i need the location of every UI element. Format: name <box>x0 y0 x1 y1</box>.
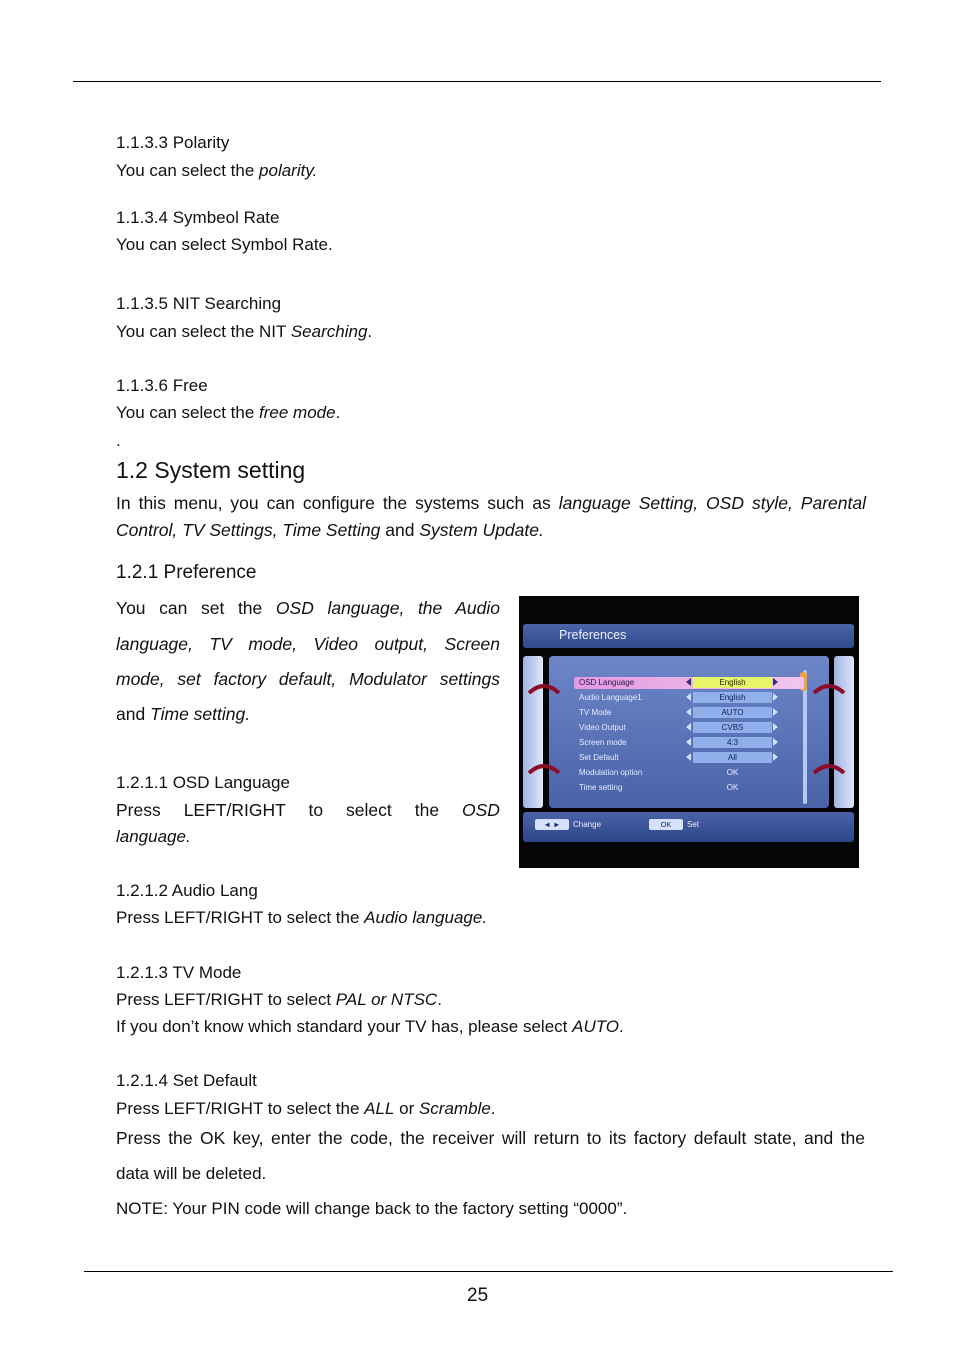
header-rule <box>73 81 881 82</box>
heading-1133: 1.1.3.3 Polarity <box>116 133 230 152</box>
osd-row-label: Time setting <box>579 783 623 792</box>
osd-ok-key: OK <box>649 819 683 830</box>
text-121-line2: language, TV mode, Video output, Screen <box>116 634 500 654</box>
arrow-right-icon <box>773 753 778 761</box>
osd-row-value: CVBS <box>693 722 772 733</box>
heading-1214: 1.2.1.4 Set Default <box>116 1071 257 1090</box>
text-1211-line1: Press LEFT/RIGHT to select the OSD <box>116 800 500 820</box>
text-121-line4: and Time setting. <box>116 704 251 724</box>
footer-rule <box>84 1271 893 1272</box>
osd-row-time-setting <box>574 782 804 794</box>
osd-row-value: OK <box>726 768 739 777</box>
text-121-line3: mode, set factory default, Modulator settings <box>116 669 500 689</box>
osd-row-audio-language <box>574 692 804 704</box>
arrow-right-icon <box>773 708 778 716</box>
text-12-line2: Control, TV Settings, Time Setting and System Update. <box>116 520 544 540</box>
osd-row-value: English <box>693 692 772 703</box>
osd-row-label: Modulation option <box>579 768 643 777</box>
osd-row-osd-language <box>574 677 804 689</box>
text-1214-line3: data will be deleted. <box>116 1164 267 1183</box>
osd-row-label: Screen mode <box>579 738 627 747</box>
text-1213-line1: Press LEFT/RIGHT to select PAL or NTSC. <box>116 990 442 1009</box>
osd-title: Preferences <box>559 628 627 642</box>
osd-row-value: 4:3 <box>693 737 772 748</box>
arrow-left-icon <box>686 753 691 761</box>
hook-decoration-icon <box>812 762 846 774</box>
text-1214-line1: Press LEFT/RIGHT to select the ALL or Scramble. <box>116 1099 496 1118</box>
osd-row-label: Audio Language1 <box>579 693 642 702</box>
arrow-right-icon <box>773 738 778 746</box>
osd-row-set-default <box>574 752 804 764</box>
text-1214-line2: Press the OK key, enter the code, the receiver will return to its factory default state, and the <box>116 1128 865 1148</box>
osd-set-label: Set <box>687 820 700 829</box>
text-12-line1: In this menu, you can configure the systems such as language Setting, OSD style, Parental <box>116 493 866 513</box>
text-1133: You can select the polarity. <box>116 161 318 180</box>
heading-1213: 1.2.1.3 TV Mode <box>116 963 242 982</box>
arrow-left-icon <box>686 738 691 746</box>
arrow-right-icon <box>773 723 778 731</box>
osd-row-label: Video Output <box>579 723 626 732</box>
heading-121: 1.2.1 Preference <box>116 562 257 583</box>
stray-dot: . <box>116 431 121 450</box>
osd-row-modulation-option <box>574 767 804 779</box>
osd-row-value: AUTO <box>693 707 772 718</box>
text-1134: You can select Symbol Rate. <box>116 235 333 254</box>
osd-row-value: OK <box>726 783 739 792</box>
osd-row-tv-mode <box>574 707 804 719</box>
arrow-right-icon <box>773 678 778 686</box>
page-number: 25 <box>467 1285 489 1306</box>
osd-change-key: ◄ ► <box>535 819 569 830</box>
hook-decoration-icon <box>812 682 846 694</box>
hook-decoration-icon <box>527 762 561 774</box>
heading-1134: 1.1.3.4 Symbeol Rate <box>116 208 280 227</box>
osd-footer <box>523 812 854 842</box>
osd-row-video-output <box>574 722 804 734</box>
osd-row-label: TV Mode <box>579 708 612 717</box>
arrow-right-icon <box>773 693 778 701</box>
text-121-line1: You can set the OSD language, the Audio <box>116 598 500 618</box>
arrow-left-icon <box>686 723 691 731</box>
osd-left-pillar <box>523 656 543 808</box>
osd-row-label: OSD Language <box>579 678 635 687</box>
heading-1135: 1.1.3.5 NIT Searching <box>116 294 282 313</box>
arrow-left-icon <box>686 708 691 716</box>
osd-row-screen-mode <box>574 737 804 749</box>
text-1212: Press LEFT/RIGHT to select the Audio language. <box>116 908 488 927</box>
arrow-left-icon <box>686 693 691 701</box>
heading-12: 1.2 System setting <box>116 457 306 483</box>
arrow-left-icon <box>686 678 691 686</box>
osd-right-pillar <box>834 656 854 808</box>
preferences-osd-screenshot <box>519 596 859 868</box>
heading-1211: 1.2.1.1 OSD Language <box>116 773 290 792</box>
osd-change-label: Change <box>573 820 602 829</box>
osd-title-bar <box>523 624 854 648</box>
osd-row-label: Set Default <box>579 753 619 762</box>
text-1214-note: NOTE: Your PIN code will change back to the factory setting “0000”. <box>116 1199 628 1218</box>
text-1213-line2: If you don’t know which standard your TV has, please select AUTO. <box>116 1017 624 1036</box>
osd-row-value: All <box>693 752 772 763</box>
text-1136: You can select the free mode. <box>116 403 341 422</box>
hook-decoration-icon <box>527 682 561 694</box>
osd-row-value: English <box>693 677 772 688</box>
heading-1136: 1.1.3.6 Free <box>116 376 208 395</box>
heading-1212: 1.2.1.2 Audio Lang <box>116 881 258 900</box>
text-1135: You can select the NIT Searching. <box>116 322 373 341</box>
text-1211-line2: language. <box>116 827 191 846</box>
